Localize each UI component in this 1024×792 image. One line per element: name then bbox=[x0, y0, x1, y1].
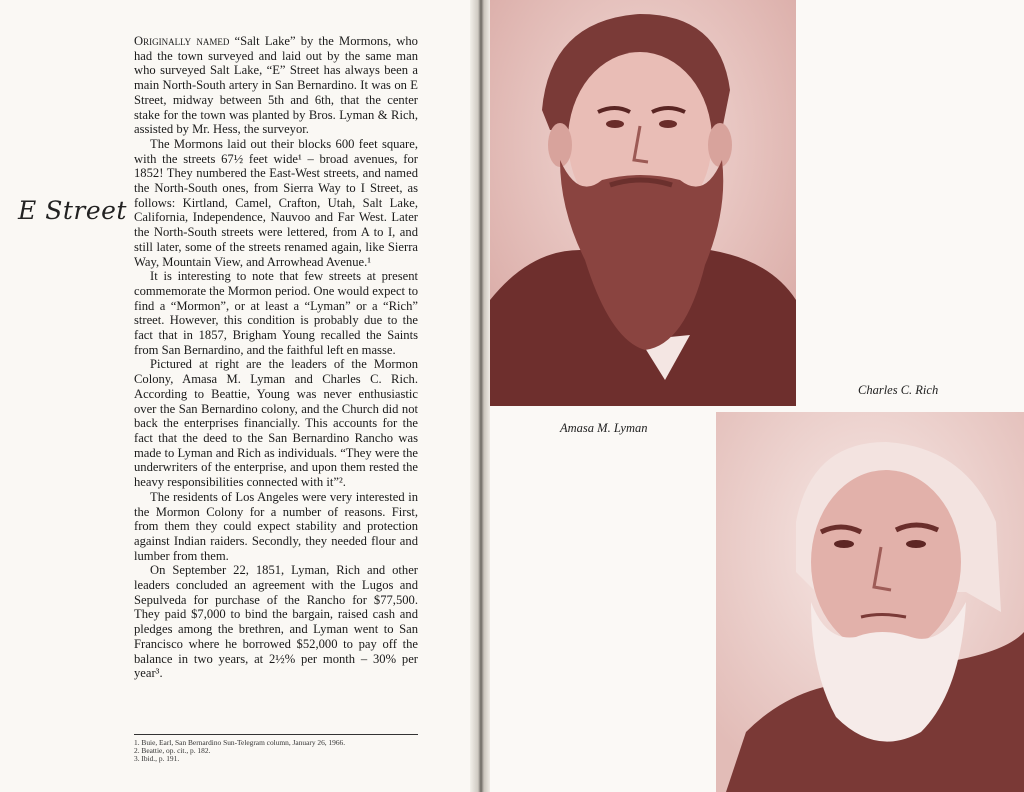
portrait-photo-top bbox=[490, 0, 796, 406]
footnote: 3. Ibid., p. 191. bbox=[134, 754, 180, 764]
paragraph: On September 22, 1851, Lyman, Rich and other leaders concluded an agreement with the Lugos and Sepulveda for purchase of the Rancho for $77,500. They paid $7,000 to bind the bargain, raised cash and pledges among the brethren, and Lyman went to San Francisco where he borrowed $52,000 to pay off the balance in two years, at 2½% per month – 30% per year³. bbox=[134, 563, 418, 681]
paragraph: It is interesting to note that few streets at present commemorate the Mormon period. One would expect to find a “Mormon”, or at least a “Lyman” or a “Rich” street. However, this condition is probably due to the fact that in 1857, Brigham Young recalled the Saints from San Bernardino, and the faithful left en masse. bbox=[134, 269, 418, 357]
footnotes bbox=[134, 734, 418, 764]
paragraph: Pictured at right are the leaders of the Mormon Colony, Amasa M. Lyman and Charles C. Rich. According to Beattie, Young was never enthusiastic over the San Bernardino colony, and the Church did not back the enterprises financially. This accounts for the fact that the deed to the San Bernardino Rancho was made to Lyman and Rich as individuals. “They were the underwriters of the enterprise, and upon them rested the heavy responsibilities connected with it”². bbox=[134, 357, 418, 490]
portrait-photo-bottom bbox=[716, 412, 1024, 792]
section-title: E Street bbox=[18, 196, 127, 225]
photo-caption: Charles C. Rich bbox=[858, 383, 939, 397]
footnote: 1. Buie, Earl, San Bernardino Sun-Telegram column, January 26, 1966. bbox=[134, 738, 346, 747]
paragraph: The residents of Los Angeles were very interested in the Mormon Colony for a number of reasons. First, from them they could expect stability and protection against Indian raiders. Secondly, they needed flour and lumber from them. bbox=[134, 489, 418, 563]
footnote: 2. Beattie, op. cit., p. 182. bbox=[134, 746, 211, 756]
lead-in: Originally named bbox=[134, 34, 230, 48]
paragraph bbox=[134, 34, 418, 137]
book-gutter bbox=[470, 0, 490, 792]
paragraph-text: “Salt Lake” by the Mormons, who had the town surveyed and laid out by the same man who surveyed Salt Lake, “E” Street has always been a main North-South artery in San Bernardino. It was on E Street, midway between 5th and 6th, that the center stake for the town was planted by Bros. Lyman & Rich, assisted by Mr. Hess, the surveyor. bbox=[134, 34, 418, 137]
photo-caption: Amasa M. Lyman bbox=[560, 421, 648, 435]
paragraph: The Mormons laid out their blocks 600 feet square, with the streets 67½ feet wide¹ – broad avenues, for 1852! They numbered the East-West streets, and named the North-South ones, from Sierra Way to I Street, as follows: Kirtland, Camel, Crafton, Utah, Salt Lake, California, Independence, Nauvoo and Far West. Later the North-South streets were lettered, from A to I, and still later, some of the streets renamed again, like Sierra Way, Mountain View, and Arrowhead Avenue.¹ bbox=[134, 136, 418, 269]
article-body bbox=[134, 34, 418, 681]
